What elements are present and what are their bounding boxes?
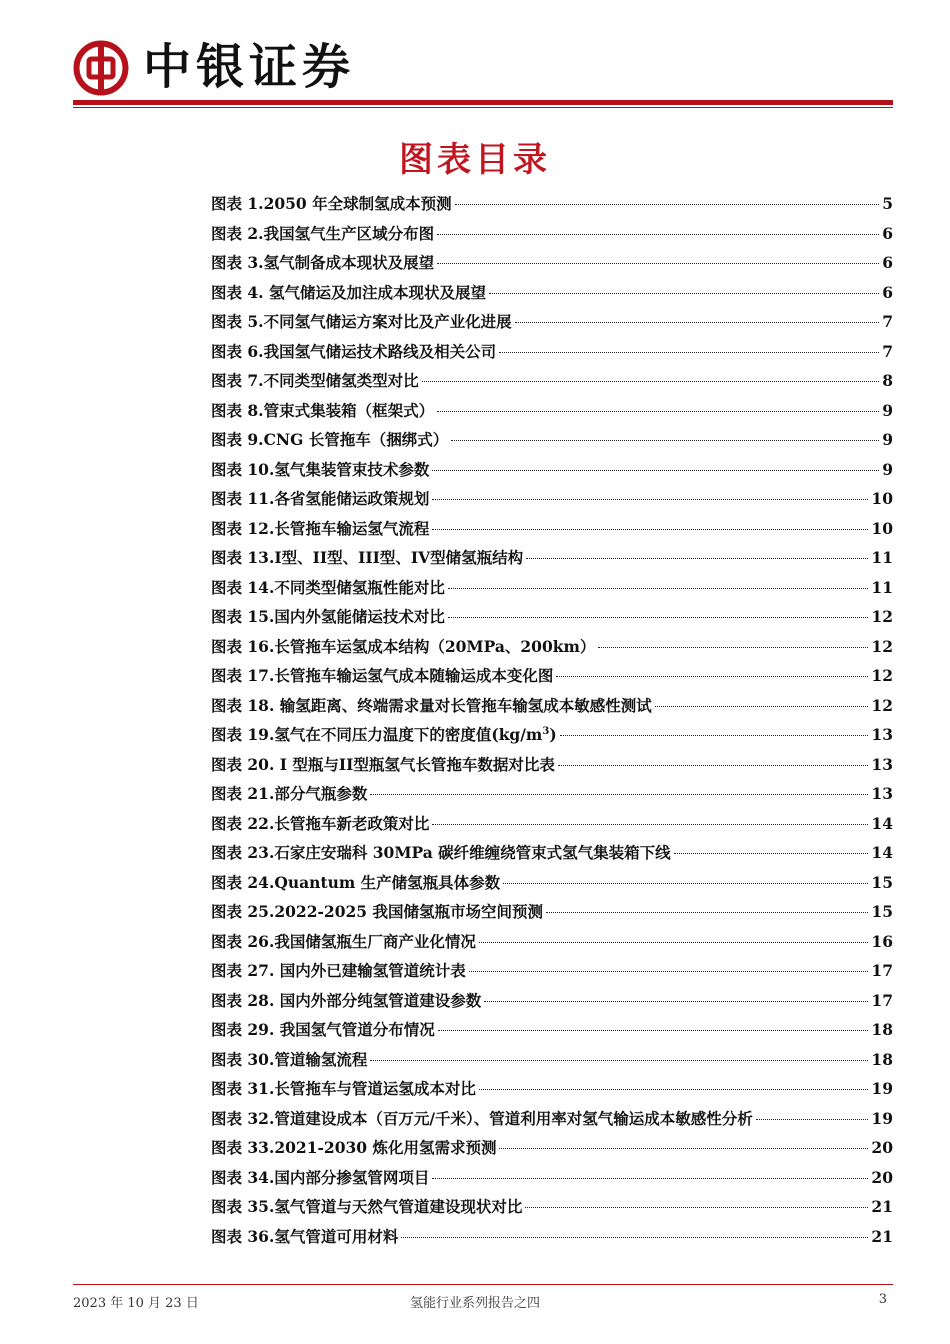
toc-entry-label[interactable]: 图表 5.不同氢气储运方案对比及产业化进展 (211, 312, 512, 331)
footer-date: 2023 年 10 月 23 日 (73, 1296, 199, 1311)
toc-entry-page-number[interactable]: 9 (882, 459, 893, 479)
toc-entry-label[interactable]: 图表 2.我国氢气生产区域分布图 (211, 223, 435, 243)
toc-entry[interactable] (211, 576, 893, 606)
toc-entry-page-number[interactable]: 17 (871, 961, 893, 980)
toc-entry[interactable] (211, 782, 893, 812)
toc-entry[interactable] (211, 310, 893, 340)
toc-entry-label[interactable]: 图表 34.国内部分掺氢管网项目 (211, 1167, 430, 1187)
toc-dot-leader (556, 676, 868, 677)
header-divider (73, 100, 893, 105)
toc-entry[interactable] (211, 871, 893, 901)
toc-entry-label[interactable]: 图表 23.石家庄安瑞科 30MPa 碳纤维缠绕管束式氢气集装箱下线 (211, 843, 671, 862)
toc-entry-page-number[interactable]: 13 (871, 725, 893, 744)
toc-dot-leader (489, 293, 879, 294)
toc-dot-leader (432, 529, 868, 530)
toc-entry-page-number[interactable]: 7 (882, 312, 893, 331)
toc-dot-leader (558, 765, 869, 766)
footer-divider (73, 1284, 893, 1285)
toc-entry-label[interactable]: 图表 8.管束式集装箱（框架式） (211, 400, 435, 420)
toc-entry[interactable] (211, 192, 893, 222)
toc-entry[interactable] (211, 664, 893, 694)
toc-entry-label[interactable]: 图表 31.长管拖车与管道运氢成本对比 (211, 1079, 476, 1098)
toc-dot-leader (598, 647, 868, 648)
toc-entry[interactable] (211, 281, 893, 311)
toc-entry-page-number[interactable]: 18 (871, 1049, 893, 1069)
toc-entry-label[interactable]: 图表 24.Quantum 生产储氢瓶具体参数 (211, 872, 501, 892)
toc-entry[interactable] (211, 694, 893, 724)
toc-entry-page-number[interactable]: 11 (871, 548, 893, 567)
toc-entry[interactable] (211, 635, 893, 665)
toc-entry[interactable] (211, 930, 893, 960)
toc-dot-leader (503, 883, 868, 884)
toc-entry-label[interactable]: 图表 25.2022-2025 我国储氢瓶市场空间预测 (211, 902, 543, 921)
toc-entry-label[interactable]: 图表 14.不同类型储氢瓶性能对比 (211, 577, 445, 597)
toc-entry[interactable] (211, 959, 893, 989)
toc-dot-leader (438, 1030, 869, 1031)
toc-entry-page-number[interactable]: 10 (871, 489, 893, 508)
toc-entry-label[interactable]: 图表 19.氢气在不同压力温度下的密度值$(kg/m^3)$ (211, 725, 557, 744)
toc-dot-leader (499, 352, 879, 353)
toc-dot-leader (448, 617, 869, 618)
toc-entry-page-number[interactable]: 6 (882, 282, 893, 302)
toc-entry[interactable] (211, 1077, 893, 1107)
toc-entry-page-number[interactable]: 15 (871, 872, 893, 892)
page-header (0, 0, 950, 112)
toc-dot-leader (432, 470, 879, 471)
toc-dot-leader (437, 411, 879, 412)
brand-name: 中银证券 (143, 39, 356, 95)
toc-entry-label[interactable]: 图表 35.氢气管道与天然气管道建设现状对比 (211, 1197, 523, 1216)
toc-entry-label[interactable]: 图表 9.CNG 长管拖车（捆绑式） (211, 430, 449, 449)
toc-entry-page-number[interactable]: 7 (882, 341, 893, 361)
toc-entry-page-number[interactable]: 19 (871, 1108, 893, 1128)
toc-entry-page-number[interactable]: 13 (871, 784, 893, 803)
toc-entry-label[interactable]: 图表 18. 输氢距离、终端需求量对长管拖车输氢成本敏感性测试 (211, 695, 652, 715)
toc-entry-label[interactable]: 图表 36.氢气管道可用材料 (211, 1226, 399, 1246)
toc-dot-leader (451, 440, 879, 441)
toc-entry-page-number[interactable]: 12 (871, 636, 893, 656)
toc-entry-label[interactable]: 图表 17.长管拖车输运氢气成本随输运成本变化图 (211, 666, 554, 685)
toc-entry-page-number[interactable]: 19 (871, 1079, 893, 1098)
toc-dot-leader (655, 706, 869, 707)
toc-dot-leader (484, 1001, 868, 1002)
toc-entry[interactable] (211, 1107, 893, 1137)
toc-entry-page-number[interactable]: 6 (882, 223, 893, 243)
toc-entry-label[interactable]: 图表 1.2050 年全球制氢成本预测 (211, 194, 452, 213)
toc-entry-page-number[interactable]: 10 (871, 518, 893, 538)
toc-entry[interactable] (211, 841, 893, 871)
toc-entry-label[interactable]: 图表 21.部分气瓶参数 (211, 784, 368, 803)
toc-entry-page-number[interactable]: 12 (871, 666, 893, 685)
toc-entry[interactable] (211, 517, 893, 547)
toc-entry-label[interactable]: 图表 6.我国氢气储运技术路线及相关公司 (211, 341, 497, 361)
toc-entry[interactable] (211, 340, 893, 370)
toc-entry-label[interactable]: 图表 27. 国内外已建输氢管道统计表 (211, 961, 466, 980)
toc-entry-page-number[interactable]: 9 (882, 430, 893, 449)
toc-entry-page-number[interactable]: 8 (882, 371, 893, 390)
toc-dot-leader (432, 499, 868, 500)
toc-entry-page-number[interactable]: 15 (871, 902, 893, 921)
toc-entry-page-number[interactable]: 18 (871, 1020, 893, 1039)
toc-entry-label[interactable]: 图表 32.管道建设成本（百万元/千米）、管道利用率对氢气输运成本敏感性分析 (211, 1108, 753, 1128)
toc-entry[interactable] (211, 1136, 893, 1166)
toc-entry[interactable] (211, 1166, 893, 1196)
toc-dot-leader (401, 1237, 868, 1238)
toc-dot-leader (370, 1060, 868, 1061)
toc-dot-leader (455, 204, 880, 205)
toc-entry[interactable] (211, 723, 893, 753)
toc-dot-leader (469, 971, 869, 972)
toc-dot-leader (756, 1119, 869, 1120)
toc-entry-label[interactable]: 图表 30.管道输氢流程 (211, 1049, 368, 1069)
toc-entry-label[interactable]: 图表 10.氢气集装管束技术参数 (211, 459, 430, 479)
toc-title: 图表目录 (399, 140, 551, 180)
toc-entry-page-number[interactable]: 21 (871, 1226, 893, 1246)
toc-dot-leader (526, 558, 868, 559)
toc-dot-leader (370, 794, 868, 795)
header-divider-thin (73, 107, 893, 108)
toc-dot-leader (499, 1148, 868, 1149)
toc-entry[interactable] (211, 458, 893, 488)
toc-dot-leader (560, 735, 869, 736)
toc-entry-label[interactable]: 图表 13.I型、II型、III型、IV型储氢瓶结构 (211, 548, 524, 567)
footer-report-title: 氢能行业系列报告之四 (409, 1296, 540, 1311)
toc-dot-leader (479, 1089, 869, 1090)
toc-entry-label[interactable]: 图表 20. I 型瓶与II型瓶氢气长管拖车数据对比表 (211, 754, 555, 774)
toc-entry-label[interactable]: 图表 22.长管拖车新老政策对比 (211, 813, 430, 833)
toc-entry[interactable] (211, 546, 893, 576)
toc-entry[interactable] (211, 1195, 893, 1225)
toc-entry-label[interactable]: 图表 12.长管拖车输运氢气流程 (211, 518, 430, 538)
toc-entry-label[interactable]: 图表 11.各省氢能储运政策规划 (211, 489, 430, 508)
toc-entry-page-number[interactable]: 16 (871, 931, 893, 951)
toc-list (211, 192, 893, 1254)
toc-entry-page-number[interactable]: 11 (871, 577, 893, 597)
toc-entry-page-number[interactable]: 20 (871, 1138, 893, 1157)
toc-entry[interactable] (211, 989, 893, 1019)
toc-dot-leader (674, 853, 869, 854)
toc-entry-label[interactable]: 图表 3.氢气制备成本现状及展望 (211, 253, 435, 272)
toc-entry[interactable] (211, 251, 893, 281)
toc-entry-page-number[interactable]: 14 (871, 813, 893, 833)
toc-entry-page-number[interactable]: 12 (871, 607, 893, 626)
toc-dot-leader (515, 322, 880, 323)
toc-dot-leader (432, 824, 868, 825)
toc-entry[interactable] (211, 812, 893, 842)
toc-entry[interactable] (211, 399, 893, 429)
toc-dot-leader (546, 912, 868, 913)
toc-dot-leader (432, 1178, 868, 1179)
toc-entry[interactable] (211, 369, 893, 399)
toc-entry[interactable] (211, 222, 893, 252)
footer-page-number: 3 (878, 1292, 887, 1307)
toc-dot-leader (525, 1207, 868, 1208)
toc-entry-label[interactable]: 图表 4. 氢气储运及加注成本现状及展望 (211, 282, 486, 302)
toc-entry-page-number[interactable]: 17 (871, 990, 893, 1010)
toc-dot-leader (448, 588, 869, 589)
toc-dot-leader (437, 234, 879, 235)
bank-of-china-logo-icon (73, 40, 129, 96)
toc-entry[interactable] (211, 900, 893, 930)
toc-entry-page-number[interactable]: 13 (871, 754, 893, 774)
toc-entry-page-number[interactable]: 14 (871, 843, 893, 862)
toc-entry-page-number[interactable]: 5 (882, 194, 893, 213)
toc-entry-page-number[interactable]: 21 (871, 1197, 893, 1216)
toc-dot-leader (479, 942, 869, 943)
toc-dot-leader (422, 381, 880, 382)
toc-entry[interactable] (211, 487, 893, 517)
toc-entry-label[interactable]: 图表 29. 我国氢气管道分布情况 (211, 1020, 435, 1039)
toc-entry[interactable] (211, 428, 893, 458)
toc-entry-page-number[interactable]: 20 (871, 1167, 893, 1187)
toc-entry[interactable] (211, 1225, 893, 1255)
toc-entry-page-number[interactable]: 9 (882, 400, 893, 420)
toc-entry-label[interactable]: 图表 16.长管拖车运氢成本结构（20MPa、200km） (211, 636, 596, 656)
toc-entry-label[interactable]: 图表 26.我国储氢瓶生厂商产业化情况 (211, 931, 476, 951)
toc-entry-label[interactable]: 图表 33.2021-2030 炼化用氢需求预测 (211, 1138, 497, 1157)
toc-entry-label[interactable]: 图表 15.国内外氢能储运技术对比 (211, 607, 445, 626)
toc-entry[interactable] (211, 1018, 893, 1048)
toc-entry[interactable] (211, 753, 893, 783)
toc-entry-page-number[interactable]: 6 (882, 253, 893, 272)
toc-entry-label[interactable]: 图表 7.不同类型储氢类型对比 (211, 371, 419, 390)
toc-entry-label[interactable]: 图表 28. 国内外部分纯氢管道建设参数 (211, 990, 482, 1010)
toc-entry[interactable] (211, 1048, 893, 1078)
toc-dot-leader (437, 263, 879, 264)
toc-entry-page-number[interactable]: 12 (871, 695, 893, 715)
toc-entry[interactable] (211, 605, 893, 635)
